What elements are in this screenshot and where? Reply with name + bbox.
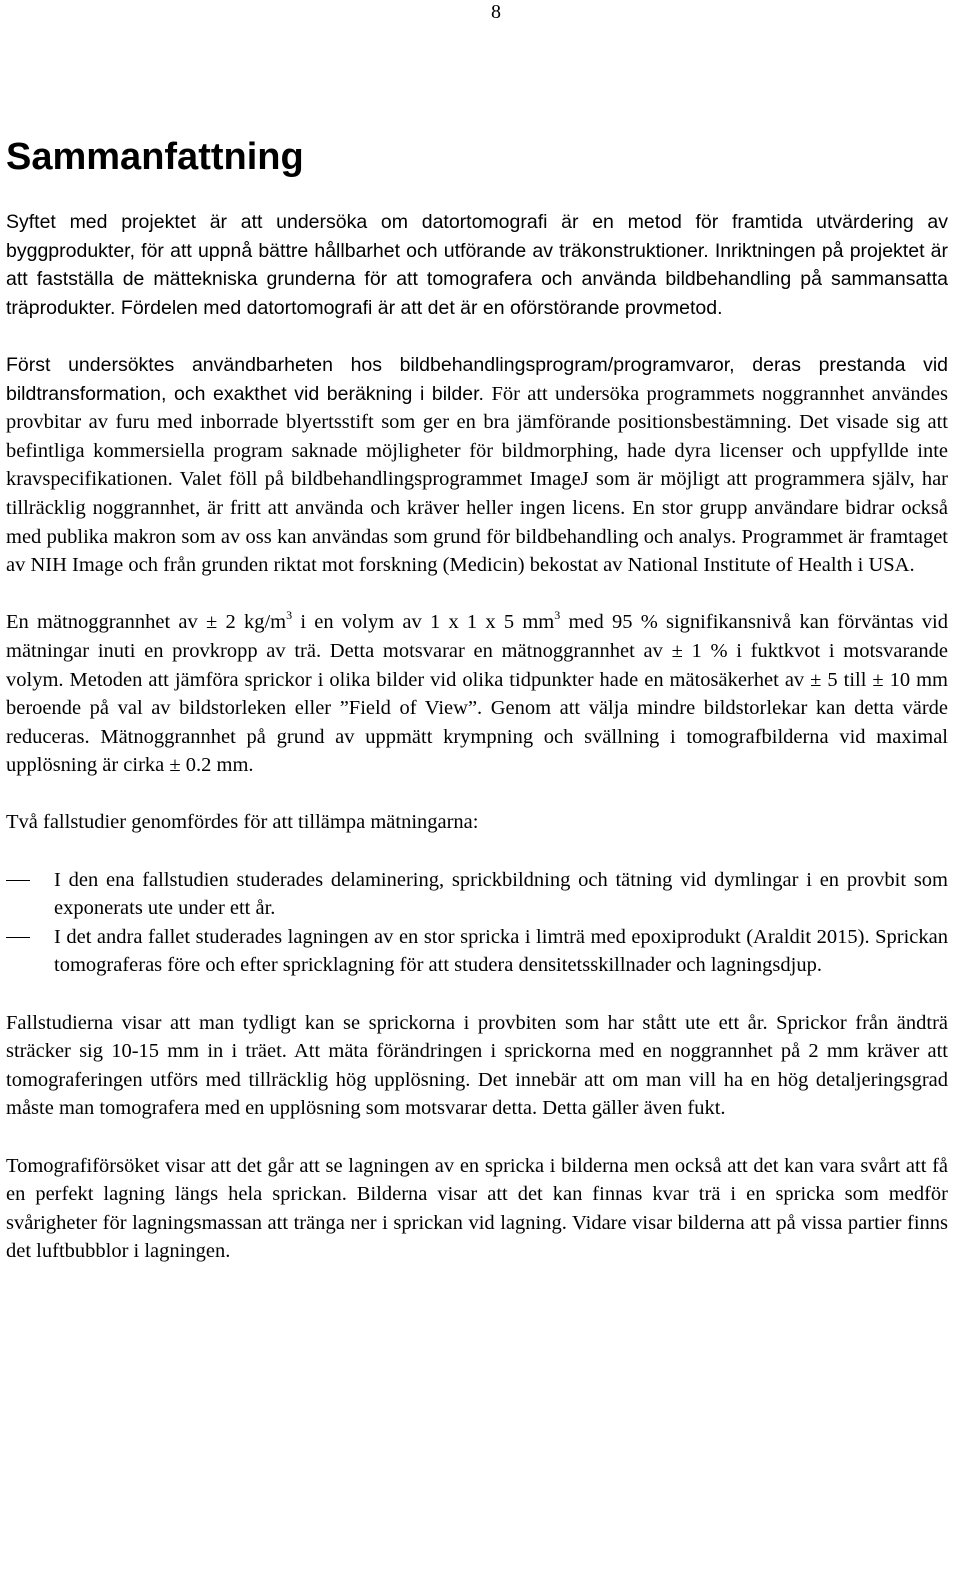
paragraph-software: [6, 351, 948, 580]
dash-bullet-icon: [6, 937, 30, 939]
paragraph-tomography-results: Tomografiförsöket visar att det går att se lagningen av en spricka i bilderna men också att det kan vara svårt att få en perfekt lagning längs hela sprickan. Bilderna visar att det kan finnas kvar trä i en spricka som medför svårigheter för lagningsmassan att tränga ner i sprickan vid lagning. Vidare visar bilderna att på vissa partier finns det luftbubblor i lagningen.: [6, 1154, 948, 1263]
case-study-list: [6, 866, 948, 980]
list-item-text: I den ena fallstudien studerades delaminering, sprickbildning och tätning vid dymlingar i en provbit som exponerats ute under ett år.: [54, 868, 948, 920]
paragraph-software-text: För att undersöka programmets noggrannhet användes provbitar av furu med inborrade blyertsstift som ger en bra jämförande positionsbestämning. Det visade sig att befintliga kommersiella program saknade möjligheter för bildmorphing, hade dyra licenser och uppfyllde inte kravspecifikationen. Valet föll på bildbehandlingsprogrammet ImageJ som är möjligt att programmera själv, har tillräcklig noggrannhet, är fritt att använda och kräver heller ingen licens. En stor grupp användare bidrar också med publika makron som av oss kan användas som grund för bildbehandling och analys. Programmet är framtaget av NIH Image och från grunden riktat mot forskning (Medicin) bekostat av National Institute of Health i USA.: [6, 382, 948, 577]
paragraph-accuracy-part-b: i en volym av 1 x 1 x 5 mm: [292, 611, 555, 634]
dash-bullet-icon: [6, 880, 30, 882]
paragraph-purpose-sentence-3: Fördelen med datortomografi är att det är en oförstörande provmetod.: [120, 296, 723, 319]
paragraph-case-studies-intro: Två fallstudier genomfördes för att tillämpa mätningarna:: [6, 811, 479, 834]
list-item-text: I det andra fallet studerades lagningen av en stor spricka i limträ med epoxiprodukt (Araldit 2015). Sprickan tomograferas före och efter spricklagning för att studera densitetsskillnader och lagningsdjup.: [54, 925, 948, 977]
superscript-cubed: 3: [554, 608, 561, 623]
page-number: 8: [491, 1, 501, 23]
list-item: [6, 866, 948, 923]
paragraph-accuracy-part-c: med 95 % signifikansnivå kan förväntas vid mätningar inuti en provkropp av trä. Detta motsvarar en mätnoggrannhet av ± 1 % i fuktkvot i motsvarande volym. Metoden att jämföra sprickor i olika bilder vid olika tidpunkter hade en mätosäkerhet av ± 5 till ± 10 mm beroende på val av bildstorleken eller ”Field of View”. Genom att välja mindre bildstorlekar kan detta värde reduceras. Mätnoggrannhet på grund av uppmätt krympning och svällning i tomografbilderna vid maximal upplösning är cirka ± 0.2 mm.: [6, 611, 949, 777]
paragraph-accuracy-part-a: En mätnoggrannhet av ± 2 kg/m: [6, 611, 287, 634]
paragraph-case-study-results: Fallstudierna visar att man tydligt kan se sprickorna i provbiten som har stått ute ett år. Sprickor från ändträ sträcker sig 10-15 mm in i träet. Att mäta förändringen i sprickorna med en noggrannhet på 2 mm kräver att tomograferingen utförs med tillräcklig hög upplösning. Det innebär att om man vill ha en hög detaljeringsgrad måste man tomografera med en upplösning som motsvarar detta. Detta gäller även fukt.: [6, 1011, 948, 1120]
document-body: [6, 208, 948, 1295]
paragraph-purpose-sentence-1: Syftet med projektet är att undersöka om datortomografi är en metod för framtida utvärdering av byggprodukter, för att uppnå bättre hållbarhet och utförande av träkonstruktioner.: [6, 211, 948, 262]
paragraph-software-intro: Först undersöktes användbarheten hos bildbehandlingsprogram/programvaror, deras prestanda vid bildtransformation, och exakthet vid beräkning i bilder.: [6, 353, 948, 405]
paragraph-accuracy: [6, 608, 948, 780]
paragraph-purpose: [6, 208, 948, 322]
list-item: [6, 923, 948, 980]
superscript-cubed: 3: [286, 608, 293, 623]
section-heading: Sammanfattning: [6, 136, 304, 178]
paragraph-purpose-sentence-2: Inriktningen på projektet är att fastställa de mättekniska grunderna för att tomografera och använda bildbehandling på sammansatta träprodukter.: [6, 239, 948, 319]
